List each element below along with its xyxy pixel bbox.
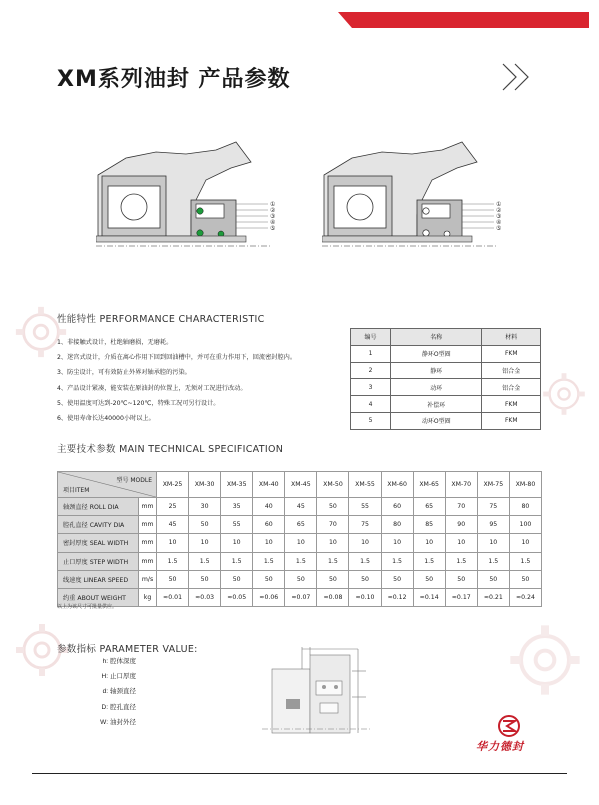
materials-cell: 补偿环	[391, 396, 482, 413]
spec-model-header: XM-75	[477, 472, 509, 498]
materials-cell: FKM	[482, 345, 541, 362]
table-row	[58, 534, 542, 552]
callout-2: ②	[496, 207, 502, 214]
spec-row-label: 密封厚度 SEAL WIDTH	[58, 534, 139, 552]
spec-cell: 30	[189, 498, 221, 516]
spec-cell: 65	[285, 516, 317, 534]
materials-cell: 铝合金	[482, 379, 541, 396]
spec-cell: 50	[413, 570, 445, 588]
spec-cell: ≈0.01	[157, 588, 189, 606]
spec-cell: 10	[253, 534, 285, 552]
parameter-symbol: d:	[102, 688, 108, 696]
callout-1: ①	[496, 201, 502, 208]
spec-model-header: XM-30	[189, 472, 221, 498]
spec-cell: 70	[317, 516, 349, 534]
spec-cell: 10	[221, 534, 253, 552]
feature-item: 5、使用温度可达到-20℃~120℃，特殊工况可另行设计。	[57, 399, 220, 407]
materials-cell: 静环O型圈	[391, 345, 482, 362]
double-chevron-icon	[500, 62, 536, 92]
table-row	[58, 570, 542, 588]
feature-item: 4、产品设计紧凑，能安装在原油封的位置上，无须对工况进行改动。	[57, 384, 247, 392]
materials-header-name: 名称	[391, 329, 482, 346]
parameter-symbol: H:	[101, 673, 108, 681]
spec-cell: 50	[189, 570, 221, 588]
feature-item: 6、使用寿命长达40000小时以上。	[57, 414, 155, 422]
spec-table-body	[58, 498, 542, 607]
spec-cell: 75	[477, 498, 509, 516]
spec-row-label: 线速度 LINEAR SPEED	[58, 570, 139, 588]
table-row	[351, 345, 541, 362]
spec-cell: 10	[317, 534, 349, 552]
table-row	[58, 516, 542, 534]
parameter-heading: 参数指标 PARAMETER VALUE:	[57, 644, 198, 655]
spec-cell: 1.5	[445, 552, 477, 570]
materials-cell: FKM	[482, 412, 541, 429]
spec-model-header: XM-70	[445, 472, 477, 498]
spec-cell: 1.5	[509, 552, 541, 570]
spec-cell: 10	[477, 534, 509, 552]
materials-cell: 动环O型圈	[391, 412, 482, 429]
spec-cell: 80	[381, 516, 413, 534]
spec-row-unit: m/s	[139, 570, 157, 588]
materials-table	[350, 328, 541, 430]
materials-cell: FKM	[482, 396, 541, 413]
table-row	[351, 412, 541, 429]
callout-5: ⑤	[496, 225, 502, 232]
spec-cell: ≈0.17	[445, 588, 477, 606]
spec-cell: 45	[285, 498, 317, 516]
parameter-text: 轴颈直径	[110, 687, 136, 696]
spec-cell: 50	[253, 570, 285, 588]
parameter-item	[96, 703, 136, 712]
parameter-item	[96, 657, 136, 666]
spec-cell: 80	[509, 498, 541, 516]
spec-model-header: XM-60	[381, 472, 413, 498]
materials-cell: 4	[351, 396, 391, 413]
spec-model-header: XM-80	[509, 472, 541, 498]
spec-row-unit: mm	[139, 552, 157, 570]
spec-cell: ≈0.12	[381, 588, 413, 606]
spec-cell: ≈0.08	[317, 588, 349, 606]
spec-cell: ≈0.10	[349, 588, 381, 606]
spec-row-label: 轴颈直径 ROLL DIA	[58, 498, 139, 516]
parameter-item	[96, 672, 136, 681]
parameter-text: 腔孔直径	[110, 702, 136, 711]
spec-table	[57, 471, 542, 607]
spec-cell: 55	[221, 516, 253, 534]
spec-cell: 10	[413, 534, 445, 552]
bottom-divider	[32, 773, 567, 774]
spec-cell: 10	[445, 534, 477, 552]
spec-cell: ≈0.21	[477, 588, 509, 606]
spec-cell: ≈0.06	[253, 588, 285, 606]
spec-cell: 10	[189, 534, 221, 552]
table-row	[351, 379, 541, 396]
spec-cell: 10	[285, 534, 317, 552]
spec-cell: 10	[509, 534, 541, 552]
spec-cell: 60	[381, 498, 413, 516]
spec-row-unit: kg	[139, 588, 157, 606]
spec-cell: 1.5	[477, 552, 509, 570]
spec-cell: 1.5	[285, 552, 317, 570]
parameter-item	[96, 718, 136, 727]
spec-cell: ≈0.14	[413, 588, 445, 606]
spec-cell: 50	[157, 570, 189, 588]
spec-cell: 75	[349, 516, 381, 534]
spec-model-header: XM-40	[253, 472, 285, 498]
spec-cell: 35	[221, 498, 253, 516]
spec-cell: 1.5	[189, 552, 221, 570]
table-row	[351, 396, 541, 413]
spec-row-label: 约重 ABOUT WEIGHT	[58, 588, 139, 606]
spec-row-label: 止口厚度 STEP WIDTH	[58, 552, 139, 570]
spec-cell: ≈0.24	[509, 588, 541, 606]
feature-list	[57, 339, 347, 430]
table-row	[58, 552, 542, 570]
seal-section-drawing-1	[96, 140, 286, 252]
spec-cell: ≈0.07	[285, 588, 317, 606]
spec-cell: 90	[445, 516, 477, 534]
parameter-symbol: W:	[100, 718, 108, 726]
callout-3: ③	[496, 213, 502, 220]
parameter-list	[96, 657, 136, 733]
spec-cell: 10	[381, 534, 413, 552]
gear-icon	[505, 620, 585, 700]
spec-row-unit: mm	[139, 498, 157, 516]
spec-cell: ≈0.05	[221, 588, 253, 606]
parameter-text: 油封外径	[110, 717, 136, 726]
spec-footnote: 以上为该尺寸可批量供应。	[57, 604, 118, 610]
spec-cell: 65	[413, 498, 445, 516]
spec-cell: 95	[477, 516, 509, 534]
gear-icon	[540, 370, 588, 418]
table-row	[351, 362, 541, 379]
parameter-text: 腔体深度	[110, 657, 136, 665]
feature-item: 3、防尘设计，可有效防止外界对轴承腔的污染。	[57, 369, 191, 377]
spec-heading: 主要技术参数 MAIN TECHNICAL SPECIFICATION	[57, 444, 284, 455]
spec-cell: 100	[509, 516, 541, 534]
spec-cell: 1.5	[413, 552, 445, 570]
materials-cell: 3	[351, 379, 391, 396]
performance-heading: 性能特性 PERFORMANCE CHARACTERISTIC	[57, 314, 265, 325]
spec-model-header: XM-45	[285, 472, 317, 498]
spec-cell: 50	[317, 498, 349, 516]
spec-cell: 50	[317, 570, 349, 588]
spec-model-header: XM-65	[413, 472, 445, 498]
parameter-item	[96, 687, 136, 696]
spec-cell: 50	[285, 570, 317, 588]
feature-item: 1、非接触式设计，杜绝轴磨损，无磨耗。	[57, 339, 173, 346]
spec-cell: 60	[253, 516, 285, 534]
spec-cell: 55	[349, 498, 381, 516]
materials-cell: 动环	[391, 379, 482, 396]
spec-cell: 70	[445, 498, 477, 516]
seal-section-drawing-2	[322, 140, 512, 252]
top-banner	[338, 12, 589, 28]
spec-cell: 1.5	[381, 552, 413, 570]
parameter-symbol: D:	[101, 703, 108, 711]
callout-4: ④	[496, 219, 502, 226]
parameter-dimension-drawing	[262, 641, 372, 739]
materials-cell: 铝合金	[482, 362, 541, 379]
callout-2: ②	[270, 207, 276, 214]
spec-cell: 40	[253, 498, 285, 516]
spec-model-header: XM-50	[317, 472, 349, 498]
spec-cell: 1.5	[221, 552, 253, 570]
spec-corner-cell	[58, 472, 157, 498]
spec-model-header: XM-55	[349, 472, 381, 498]
spec-row-unit: mm	[139, 516, 157, 534]
spec-cell: 50	[349, 570, 381, 588]
spec-corner-item-label: 项目ITEM	[63, 487, 90, 494]
callout-4: ④	[270, 219, 276, 226]
spec-cell: 85	[413, 516, 445, 534]
spec-cell: 50	[509, 570, 541, 588]
spec-cell: 25	[157, 498, 189, 516]
spec-model-header: XM-35	[221, 472, 253, 498]
table-row	[58, 498, 542, 516]
spec-row-unit: mm	[139, 534, 157, 552]
callout-3: ③	[270, 213, 276, 220]
spec-cell: 50	[221, 570, 253, 588]
spec-row-label: 腔孔直径 CAVITY DIA	[58, 516, 139, 534]
materials-header-material: 材料	[482, 329, 541, 346]
spec-corner-model-label: 型号 MODLE	[116, 477, 152, 484]
spec-cell: ≈0.03	[189, 588, 221, 606]
callout-1: ①	[270, 201, 276, 208]
table-row	[58, 588, 542, 606]
parameter-text: 止口厚度	[110, 672, 136, 681]
materials-cell: 5	[351, 412, 391, 429]
materials-cell: 静环	[391, 362, 482, 379]
feature-item: 2、迷宫式设计，介质在离心作用下回到回油槽中，并可在重力作用下，回流密封腔内。	[57, 354, 297, 362]
spec-cell: 1.5	[253, 552, 285, 570]
spec-cell: 50	[381, 570, 413, 588]
spec-cell: 50	[477, 570, 509, 588]
spec-cell: 45	[157, 516, 189, 534]
parameter-symbol: h:	[102, 658, 108, 665]
spec-cell: 1.5	[317, 552, 349, 570]
materials-cell: 1	[351, 345, 391, 362]
spec-cell: 10	[349, 534, 381, 552]
spec-cell: 50	[189, 516, 221, 534]
spec-cell: 10	[157, 534, 189, 552]
spec-cell: 1.5	[349, 552, 381, 570]
callout-5: ⑤	[270, 225, 276, 232]
spec-cell: 1.5	[157, 552, 189, 570]
materials-cell: 2	[351, 362, 391, 379]
page-title: XM系列油封 产品参数	[57, 67, 291, 92]
materials-header-no: 编号	[351, 329, 391, 346]
spec-cell: 50	[445, 570, 477, 588]
brand-name: 华力德封	[476, 740, 524, 753]
spec-model-header: XM-25	[157, 472, 189, 498]
